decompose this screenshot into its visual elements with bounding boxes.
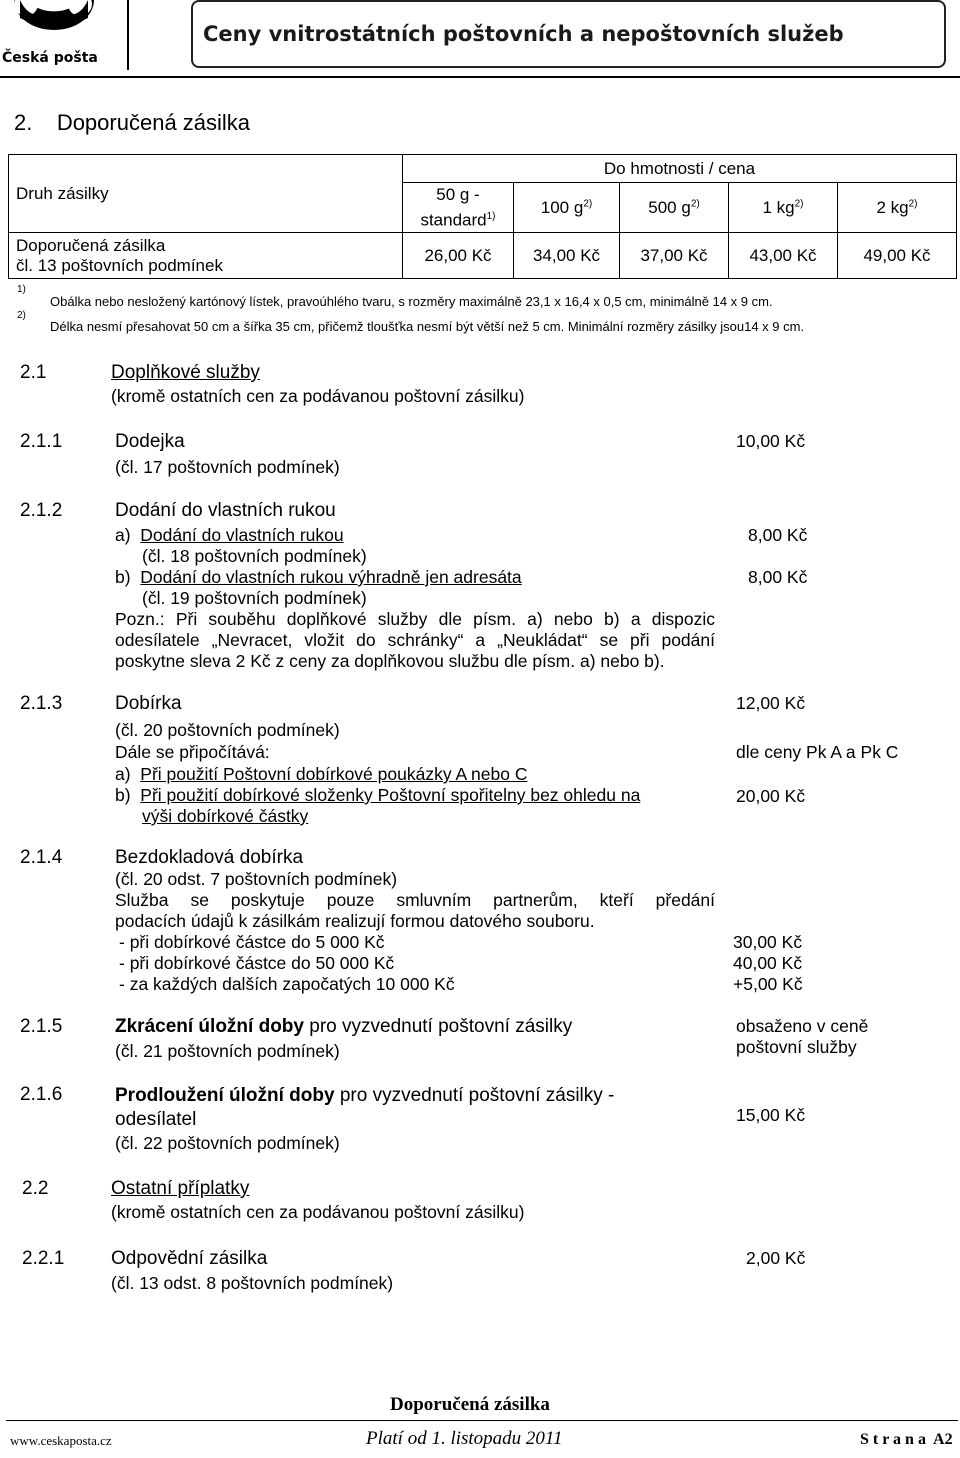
item-price: 2,00 Kč [746, 1248, 806, 1268]
item-subtitle: (čl. 22 poštovních podmínek) [115, 1133, 340, 1153]
price-cell: 34,00 Kč [514, 233, 620, 279]
item-number: 2.1.2 [20, 500, 63, 521]
weight-1kg: 1 $kg^{2)}$ [729, 183, 838, 233]
option-a: a) Při použití Poštovní dobírkové poukázky A nebo C [115, 764, 528, 784]
weight-500g: 500 $g^{2)}$ [620, 183, 729, 233]
item-subtitle: (čl. 17 poštovních podmínek) [115, 457, 340, 477]
tier-price: 30,00 Kč [733, 932, 803, 952]
tier-price: 40,00 Kč [733, 953, 803, 973]
option-b-price: 20,00 Kč [736, 786, 806, 806]
footer-page: S t r a n a A2 [860, 1431, 953, 1448]
item-price: 12,00 Kč [736, 693, 806, 713]
footer-url[interactable]: www.ceskaposta.cz [10, 1433, 112, 1448]
price-cell: 43,00 Kč [729, 233, 838, 279]
header-separator [127, 0, 129, 70]
footer-title: Doporučená zásilka [390, 1394, 550, 1415]
note-line: Pozn.: Při souběhu doplňkové služby dle písm. a) nebo b) a dispozic [115, 609, 715, 629]
section-heading: Doplňkové služby [111, 362, 260, 383]
item-price: 10,00 Kč [736, 431, 806, 451]
footer-rule [6, 1420, 958, 1421]
option-b-cont: výši dobírkové částky [142, 806, 309, 826]
option-a-price: 8,00 Kč [748, 525, 808, 545]
tier-label: - při dobírkové částce do 5 000 Kč [119, 932, 385, 952]
section-number: 2.1 [20, 362, 47, 383]
footnote-text: Obálka nebo nesložený kartónový lístek, pravoúhlého tvaru, s rozměry maximálně 23,1 x 16,4 x 0,5 cm, minimálně 14 x 9 cm. [50, 294, 773, 309]
option-b-subtitle: (čl. 19 poštovních podmínek) [142, 588, 367, 608]
section-subtitle: (kromě ostatních cen za podávanou poštovní zásilku) [111, 386, 525, 406]
brand-name: Česká pošta [2, 50, 98, 66]
tier-label: - při dobírkové částce do 50 000 Kč [119, 953, 395, 973]
footnote-text: Délka nesmí přesahovat 50 cm a šířka 35 cm, přičemž tloušťka nesmí být větší než 5 cm. Minimální rozměry zásilky jsou14 x 9 cm. [50, 319, 805, 334]
tier-price: +5,00 Kč [733, 974, 803, 994]
table-group-header: Do hmotnosti / cena [403, 155, 957, 183]
item-title: Dodání do vlastních rukou [115, 500, 336, 521]
section-title [14, 110, 250, 136]
weight-50g: 50 g - standard$^{1)}$ [403, 183, 514, 233]
footnote-mark: 1) [17, 284, 26, 295]
option-b: b) Při použití dobírkové složenky Poštovní spořitelny bez ohledu na [115, 785, 641, 805]
header-rule [0, 76, 960, 78]
item-title: Prodloužení úložní doby pro vyzvednutí poštovní zásilky - odesílatel [115, 1085, 615, 1130]
item-title: Zkrácení úložní doby pro vyzvednutí poštovní zásilky [115, 1016, 573, 1037]
item-subtitle: (čl. 13 odst. 8 poštovních podmínek) [111, 1273, 394, 1293]
option-a-subtitle: (čl. 18 poštovních podmínek) [142, 546, 367, 566]
item-desc: podacích údajů k zásilkám realizují formou datového souboru. [115, 911, 595, 931]
option-b-price: 8,00 Kč [748, 567, 808, 587]
footer-valid: Platí od 1. listopadu 2011 [366, 1428, 563, 1449]
price-cell: 49,00 Kč [838, 233, 957, 279]
price-table [8, 154, 957, 279]
tier-label: - za každých dalších započatých 10 000 Kč [119, 974, 455, 994]
note-line: odesílatele „Nevracet, vložit do schránky“ a „Neukládat“ se při podání [115, 630, 715, 650]
item-title: Bezdokladová dobírka [115, 847, 304, 868]
item-subtitle: (čl. 21 poštovních podmínek) [115, 1041, 340, 1061]
item-extra-price: dle ceny Pk A a Pk C [736, 742, 899, 762]
header-title: Ceny vnitrostátních poštovních a nepoštovních služeb [203, 22, 844, 46]
item-subtitle: (čl. 20 odst. 7 poštovních podmínek) [115, 869, 398, 889]
item-subtitle: (čl. 20 poštovních podmínek) [115, 720, 340, 740]
note-line: poskytne sleva 2 Kč z ceny za doplňkovou službu dle písm. a) nebo b). [115, 651, 665, 671]
weight-100g: 100 $g^{2)}$ [514, 183, 620, 233]
item-desc: Služba se poskytuje pouze smluvním partnerům, kteří předání [115, 890, 715, 910]
item-number: 2.1.5 [20, 1016, 63, 1037]
item-price: obsaženo v ceně poštovní služby [736, 1016, 869, 1057]
option-a: a) Dodání do vlastních rukou [115, 525, 344, 545]
section-heading: Ostatní příplatky [111, 1178, 250, 1199]
section-number: 2.2 [22, 1178, 49, 1199]
section-name: Doporučená zásilka [56, 110, 251, 135]
item-title: Dodejka [115, 431, 185, 452]
footnote-mark: 2) [17, 310, 26, 321]
item-number: 2.2.1 [22, 1248, 65, 1269]
section-number: 2. [14, 110, 33, 135]
weight-2kg: 2 $kg^{2)}$ [838, 183, 957, 233]
section-subtitle: (kromě ostatních cen za podávanou poštovní zásilku) [111, 1202, 525, 1222]
option-b: b) Dodání do vlastních rukou výhradně jen adresáta [115, 567, 522, 587]
item-number: 2.1.3 [20, 693, 63, 714]
item-title: Odpovědní zásilka [111, 1248, 268, 1269]
table-col1-header: Druh zásilky [9, 155, 403, 233]
row-label: Doporučená zásilka čl. 13 poštovních podmínek [9, 233, 403, 279]
price-cell: 37,00 Kč [620, 233, 729, 279]
item-number: 2.1.1 [20, 431, 63, 452]
item-title: Dobírka [115, 693, 182, 714]
item-number: 2.1.4 [20, 847, 63, 868]
item-price: 15,00 Kč [736, 1105, 806, 1125]
item-extra: Dále se připočítává: [115, 742, 270, 762]
price-cell: 26,00 Kč [403, 233, 514, 279]
item-number: 2.1.6 [20, 1084, 63, 1105]
